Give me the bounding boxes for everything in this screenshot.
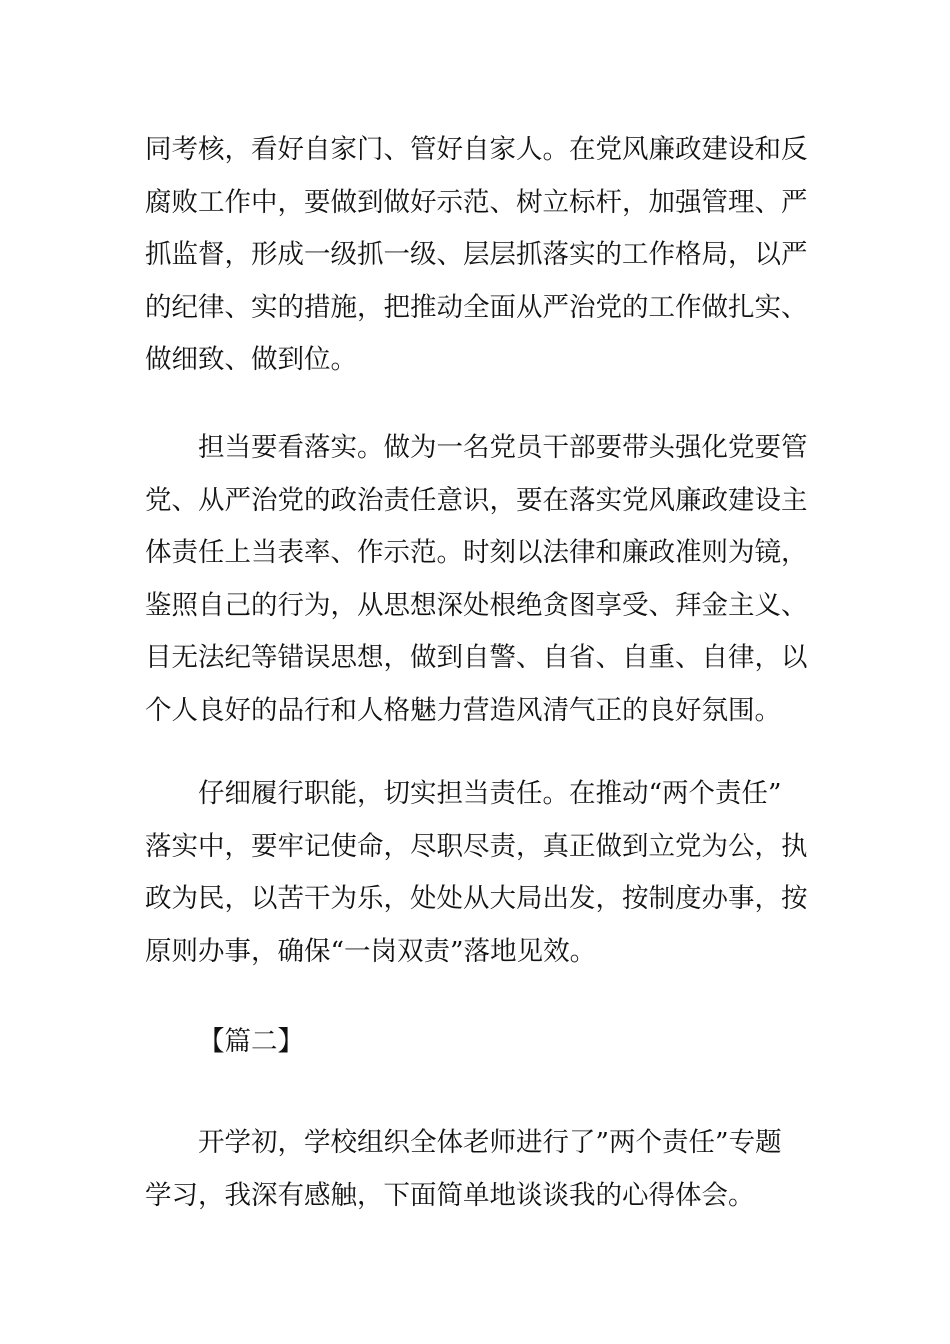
paragraph-line: 仔细履行职能，切实担当责任。在推动“两个责任” (198, 778, 782, 809)
paragraph-line: 政为民，以苦干为乐，处处从大局出发，按制度办事，按 (145, 883, 808, 915)
paragraph-line: 党、从严治党的政治责任意识，要在落实党风廉政建设主 (145, 484, 808, 516)
paragraph-line: 同考核，看好自家门、管好自家人。在党风廉政建设和反 (145, 134, 808, 165)
paragraph-line: 目无法纪等错误思想，做到自警、自省、自重、自律，以 (145, 642, 808, 674)
paragraph-line: 做细致、做到位。 (145, 344, 357, 376)
paragraph-line: 体责任上当表率、作示范。时刻以法律和廉政准则为镜， (145, 537, 808, 569)
paragraph-1 (145, 124, 810, 387)
paragraph-line: 开学初，学校组织全体老师进行了”两个责任”专题 (198, 1127, 782, 1158)
paragraph-3 (145, 768, 810, 978)
paragraph-line: 学习，我深有感触，下面简单地谈谈我的心得体会。 (145, 1179, 755, 1211)
paragraph-line: 担当要看落实。做为一名党员干部要带头强化党要管 (198, 432, 808, 463)
paragraph-5 (145, 1117, 810, 1222)
paragraph-line: 落实中，要牢记使命，尽职尽责，真正做到立党为公，执 (145, 830, 808, 862)
paragraph-2 (145, 422, 810, 738)
paragraph-line: 抓监督，形成一级抓一级、层层抓落实的工作格局，以严 (145, 239, 808, 271)
paragraph-line: 腐败工作中，要做到做好示范、树立标杆，加强管理、严 (145, 186, 808, 218)
section-heading (145, 1016, 810, 1069)
paragraph-line: 个人良好的品行和人格魅力营造风清气正的良好氛围。 (145, 694, 781, 726)
paragraph-line: 的纪律、实的措施，把推动全面从严治党的工作做扎实、 (145, 291, 808, 323)
section-heading-text: 【篇二】 (198, 1026, 304, 1057)
paragraph-line: 原则办事，确保“一岗双责”落地见效。 (145, 935, 597, 967)
paragraph-line: 鉴照自己的行为，从思想深处根绝贪图享受、拜金主义、 (145, 589, 808, 621)
